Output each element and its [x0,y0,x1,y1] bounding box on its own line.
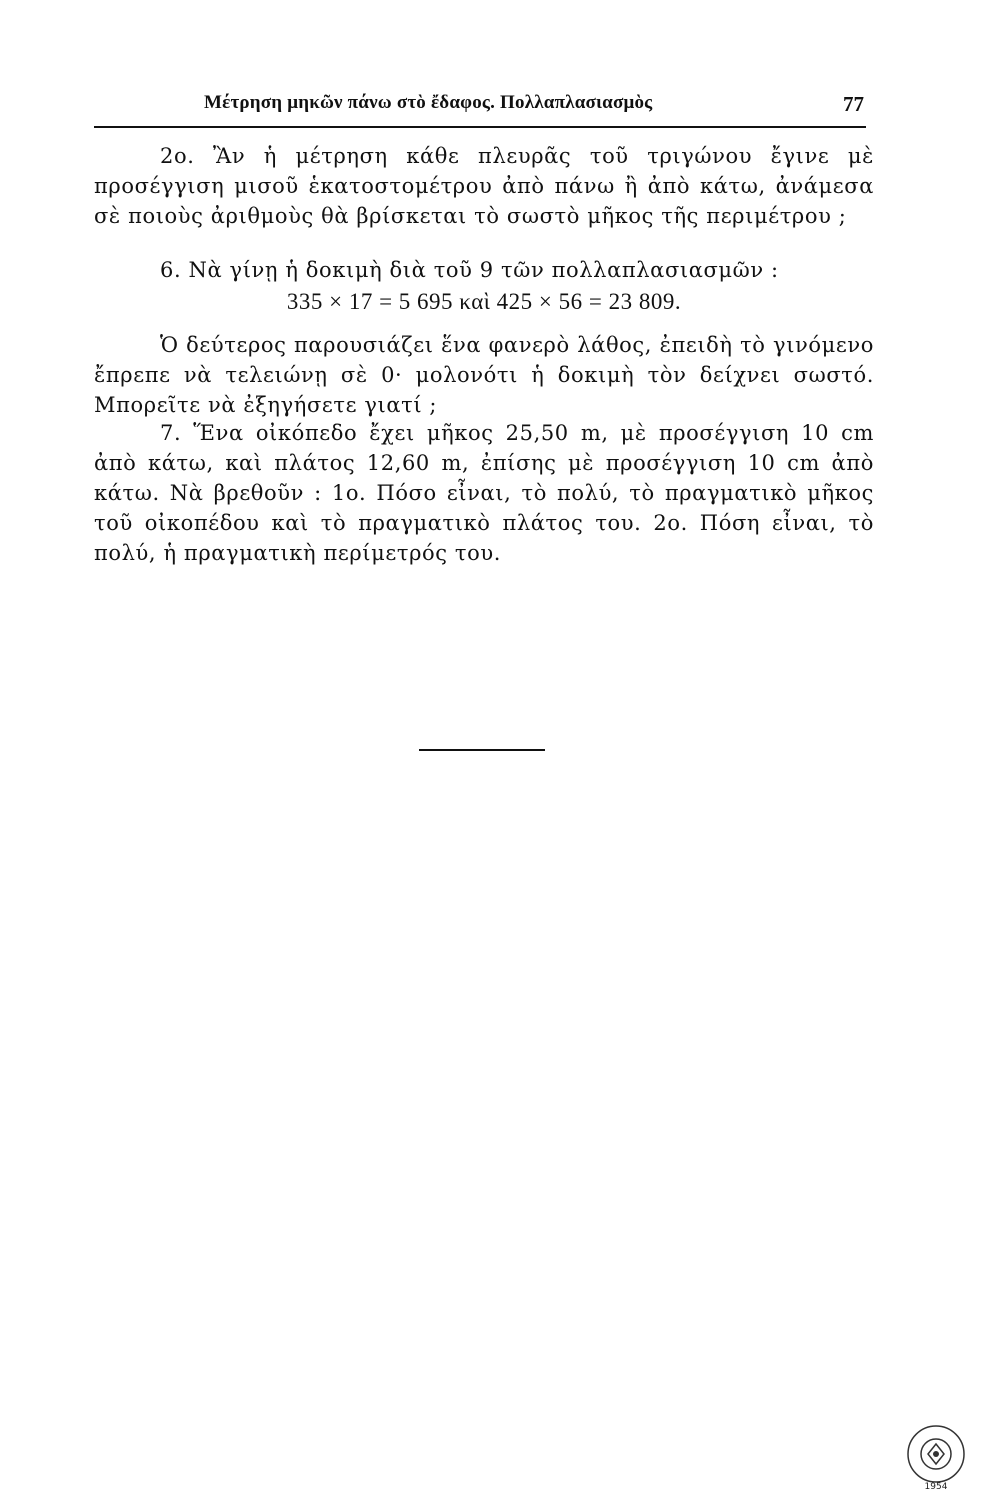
foundation-seal [904,1420,968,1492]
page-number: 77 [843,92,864,116]
seal-year: 1954 [924,1482,948,1492]
paragraph-exercise-6: 6. Νὰ γίνῃ ἡ δοκιμὴ διὰ τοῦ 9 τῶν πολλαπλασιασμῶν : [160,258,779,282]
header-title: Μέτρηση μηκῶν πάνω στὸ ἔδαφος. Πολλαπλασιασμὸς [204,92,653,113]
page-header [94,92,866,128]
paragraph-explanation: Ὁ δεύτερος παρουσιάζει ἕνα φανερὸ λάθος, ἐπειδὴ τὸ γινόμενο ἔπρεπε νὰ τελειώνῃ σὲ 0· μολονότι ἡ δοκιμὴ τὸν δείχνει σωστό. Μπορεῖτε νὰ ἐξηγήσετε γιατί ; [94,333,874,417]
seal-icon [904,1420,968,1492]
section-separator [419,749,545,751]
multiplication-equation: 335 × 17 = 5 695 καὶ 425 × 56 = 23 809. [286,289,682,314]
paragraph-exercise-2: 2ο. Ἂν ἡ μέτρηση κάθε πλευρᾶς τοῦ τριγώνου ἔγινε μὲ προσέγγιση μισοῦ ἑκατοστομέτρου ἀπὸ πάνω ἢ ἀπὸ κάτω, ἀνάμεσα σὲ ποιοὺς ἀριθμοὺς θὰ βρίσκεται τὸ σωστὸ μῆκος τῆς περιμέτρου ; [94,144,874,228]
paragraph-exercise-7: 7. Ἕνα οἰκόπεδο ἔχει μῆκος 25,50 m, μὲ προσέγγιση 10 cm ἀπὸ κάτω, καὶ πλάτος 12,60 m, ἐπίσης μὲ προσέγγιση 10 cm ἀπὸ κάτω. Νὰ βρεθοῦν : 1ο. Πόσο εἶναι, τὸ πολύ, τὸ πραγματικὸ μῆκος τοῦ οἰκοπέδου καὶ τὸ πραγματικὸ πλάτος του. 2ο. Πόση εἶναι, τὸ πολύ, ἡ πραγματικὴ περίμετρός του. [94,421,874,565]
